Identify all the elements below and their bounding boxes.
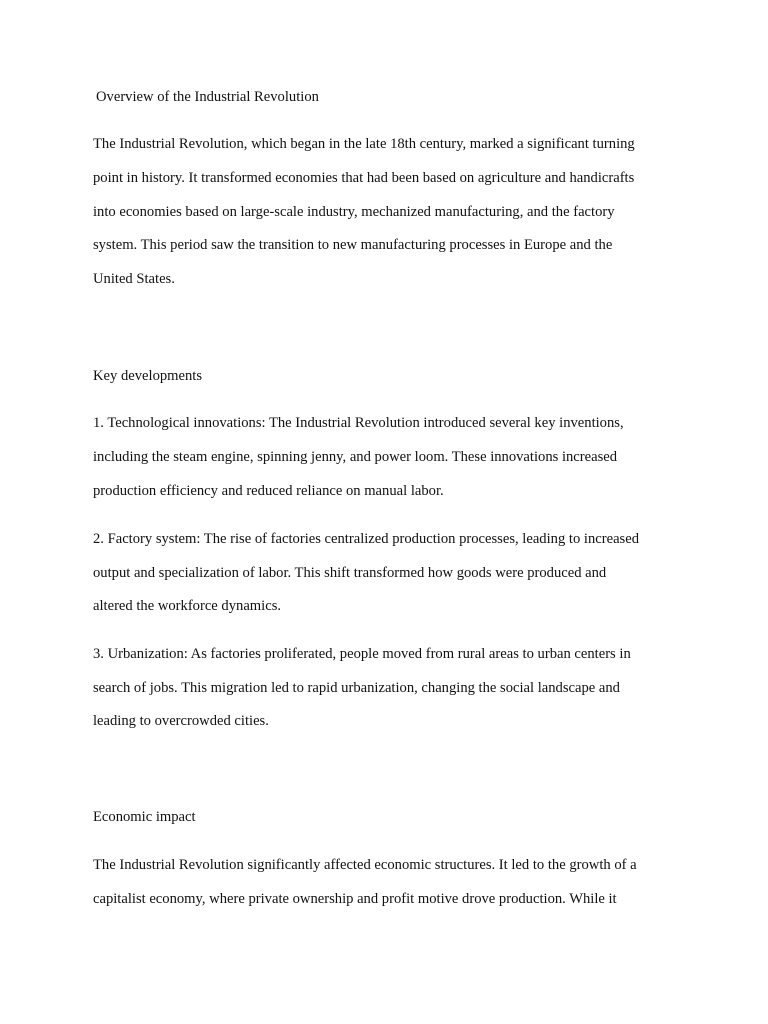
development-line: leading to overcrowded cities. [93,713,269,729]
intro-line: United States. [93,271,175,287]
development-line: output and specialization of labor. This shift transformed how goods were produced and [93,565,607,581]
development-line: including the steam engine, spinning jenny, and power loom. These innovations increased [93,449,618,465]
economic-line: capitalist economy, where private ownership and profit motive drove production. While it [93,891,617,907]
development-line: production efficiency and reduced reliance on manual labor. [93,483,444,499]
key-developments-heading: Key developments [93,368,203,384]
development-line: search of jobs. This migration led to rapid urbanization, changing the social landscape and [93,680,620,696]
economic-line: The Industrial Revolution significantly affected economic structures. It led to the growth of a [93,857,637,873]
intro-line: The Industrial Revolution, which began in the late 18th century, marked a significant turning [93,136,635,152]
development-line: 2. Factory system: The rise of factories centralized production processes, leading to increased [93,531,639,547]
intro-line: point in history. It transformed economies that had been based on agriculture and handicrafts [93,170,635,186]
development-line: altered the workforce dynamics. [93,598,282,614]
document-title: Overview of the Industrial Revolution [96,89,319,105]
development-line: 1. Technological innovations: The Industrial Revolution introduced several key inventions, [93,415,624,431]
economic-impact-heading: Economic impact [93,809,196,825]
development-line: 3. Urbanization: As factories proliferated, people moved from rural areas to urban centers in [93,646,631,662]
intro-line: system. This period saw the transition to new manufacturing processes in Europe and the [93,237,613,253]
intro-line: into economies based on large-scale industry, mechanized manufacturing, and the factory [93,204,615,220]
